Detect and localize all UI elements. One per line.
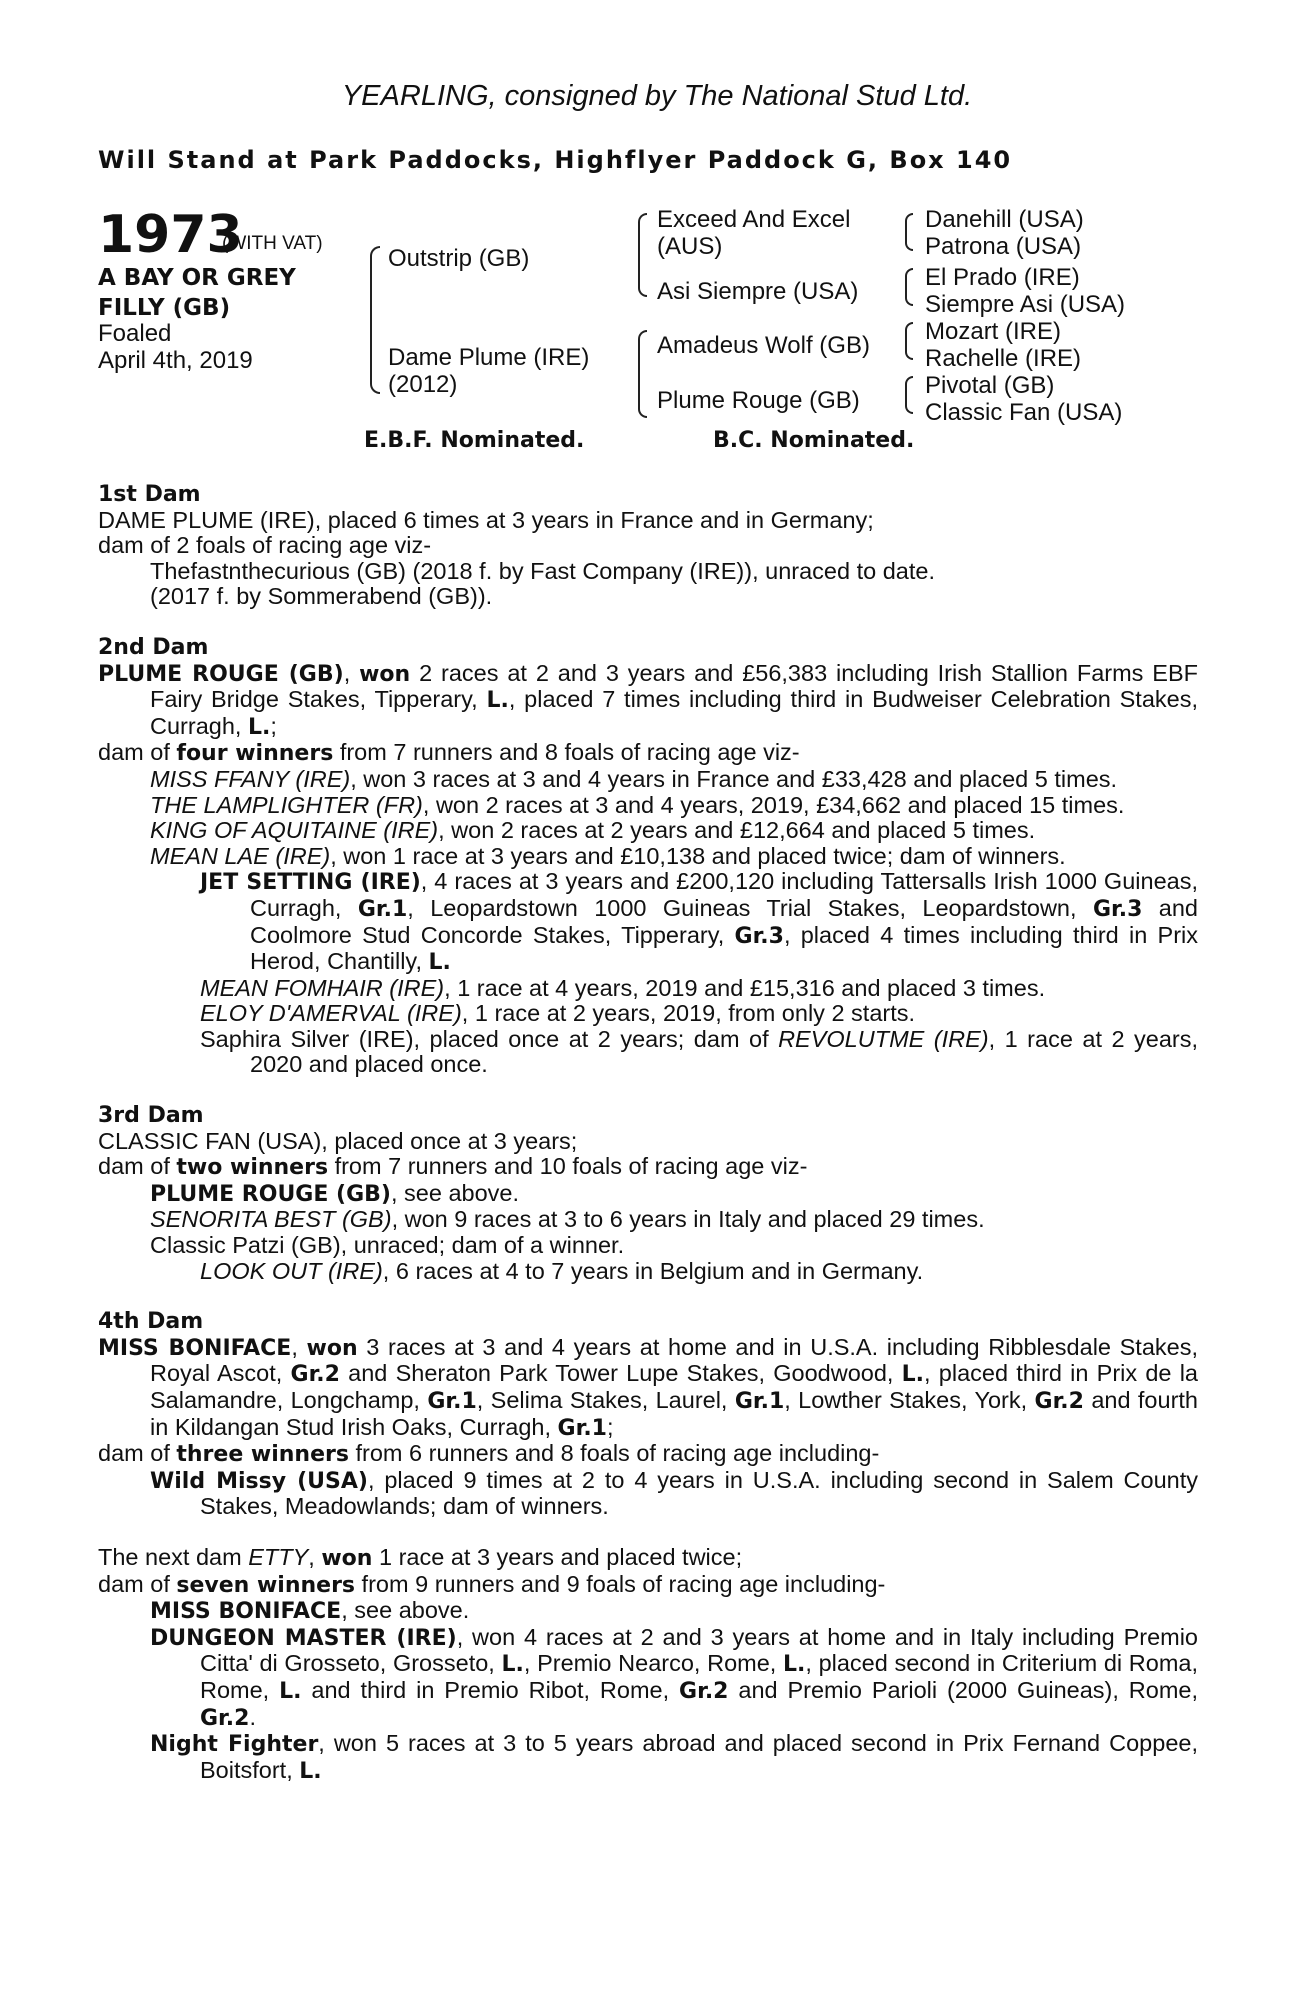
fourth-dam-heading: 4th Dam <box>98 1309 204 1335</box>
second-dam-offspring-4: MEAN LAE (IRE), won 1 race at 3 years and £10,138 and placed twice; dam of winners. <box>150 842 1066 869</box>
fourth-dam-record: MISS BONIFACE, won 3 races at 3 and 4 years at home and in U.S.A. including Ribblesdale Stakes, Royal Ascot, Gr.2 and Sheraton Park Tower Lupe Stakes, Goodwood, L., placed third in Prix de la Salamandre, Longchamp, Gr.1, Selima Stakes, Laurel, Gr.1, Lowther Stakes, York, Gr.2 and fourth in Kildangan Stud Irish Oaks, Curragh, Gr.1; <box>98 1333 1199 1441</box>
stand-location: Will Stand at Park Paddocks, Highflyer Paddock G, Box 140 <box>98 146 1013 174</box>
lot-number: 1973 <box>98 205 243 265</box>
second-dam-offspring-1: MISS FFANY (IRE), won 3 races at 3 and 4 years in France and £33,428 and placed 5 times. <box>150 765 1118 792</box>
sire-dam: Asi Siempre (USA) <box>657 278 859 305</box>
granddam-1: Patrona (USA) <box>925 233 1082 260</box>
brace-g3 <box>905 322 913 360</box>
lot-description <box>98 263 296 323</box>
second-dam-heading: 2nd Dam <box>98 634 209 660</box>
sire-sire-origin: (AUS) <box>657 233 723 260</box>
grand-offspring-3: ELOY D'AMERVAL (IRE), 1 race at 2 years, 2019, from only 2 starts. <box>200 1000 916 1027</box>
granddam-3: Rachelle (IRE) <box>925 345 1082 372</box>
granddam-4: Classic Fan (USA) <box>925 399 1123 426</box>
fourth-dam-produce: dam of three winners from 6 runners and 8 foals of racing age including- <box>98 1440 880 1468</box>
dam: Dame Plume (IRE) <box>388 344 590 371</box>
third-dam-produce: dam of two winners from 7 runners and 10 foals of racing age viz- <box>98 1153 808 1181</box>
sire-parents-brace <box>638 213 647 297</box>
sire: Outstrip (GB) <box>388 245 530 272</box>
second-dam-offspring-2: THE LAMPLIGHTER (FR), won 2 races at 3 and 4 years, 2019, £34,662 and placed 15 times. <box>150 791 1125 818</box>
third-dam-heading: 3rd Dam <box>98 1103 204 1129</box>
brace-g2 <box>905 268 913 306</box>
next-dam-produce: dam of seven winners from 9 runners and 9 foals of racing age including- <box>98 1570 886 1598</box>
ebf-nominated: E.B.F. Nominated. <box>364 428 585 453</box>
next-dam-record: The next dam ETTY, won 1 race at 3 years and placed twice; <box>98 1543 743 1571</box>
first-dam-foal-2: (2017 f. by Sommerabend (GB)). <box>150 583 493 610</box>
first-dam-produce: dam of 2 foals of racing age viz- <box>98 532 432 559</box>
grand-offspring-4: Saphira Silver (IRE), placed once at 2 years; dam of REVOLUTME (IRE), 1 race at 2 years, 2020 and placed once. <box>200 1025 1198 1078</box>
grand-offspring-1: JET SETTING (IRE), 4 races at 3 years and £200,120 including Tattersalls Irish 1000 Guineas, Curragh, Gr.1, Leopardstown 1000 Guineas Trial Stakes, Leopardstown, Gr.3 and Coolmore Stud Concorde Stakes, Tipperary, Gr.3, placed 4 times including third in Prix Herod, Chantilly, L. <box>200 868 1198 976</box>
grandsire-2: El Prado (IRE) <box>925 264 1080 291</box>
bc-nominated: B.C. Nominated. <box>713 428 915 453</box>
granddam-2: Siempre Asi (USA) <box>925 291 1126 318</box>
fourth-dam-offspring-1: Wild Missy (USA), placed 9 times at 2 to 4 years in U.S.A. including second in Salem County Stakes, Meadowlands; dam of winners. <box>150 1466 1199 1520</box>
next-dam-offspring-3: Night Fighter, won 5 races at 3 to 5 years abroad and placed second in Prix Fernand Coppee, Boitsfort, L. <box>150 1730 1198 1784</box>
grand-offspring-2: MEAN FOMHAIR (IRE), 1 race at 4 years, 2019 and £15,316 and placed 3 times. <box>200 974 1046 1001</box>
foaled-date: April 4th, 2019 <box>98 347 253 374</box>
dam-sire: Amadeus Wolf (GB) <box>657 332 870 359</box>
brace-g4 <box>905 376 913 414</box>
third-dam-grand-offspring: LOOK OUT (IRE), 6 races at 4 to 7 years in Belgium and in Germany. <box>200 1257 924 1284</box>
third-dam-offspring-1: PLUME ROUGE (GB), see above. <box>150 1179 520 1207</box>
next-dam-offspring-2: DUNGEON MASTER (IRE), won 4 races at 2 and 3 years at home and in Italy including Premio Citta' di Grosseto, Grosseto, L., Premio Nearco, Rome, L., placed second in Criterium di Roma, Rome, L. and third in Premio Ribot, Rome, Gr.2 and Premio Parioli (2000 Guineas), Rome, Gr.2. <box>150 1623 1199 1731</box>
sex-line-2: FILLY (GB) <box>98 295 231 321</box>
catalogue-body <box>98 482 1198 1784</box>
first-dam-heading: 1st Dam <box>98 482 201 507</box>
third-dam-offspring-3: Classic Patzi (GB), unraced; dam of a winner. <box>150 1232 625 1259</box>
third-dam-line: CLASSIC FAN (USA), placed once at 3 years; <box>98 1127 578 1154</box>
second-dam-record: PLUME ROUGE (GB), won 2 races at 2 and 3 years and £56,383 including Irish Stallion Farms EBF Fairy Bridge Stakes, Tipperary, L., placed 7 times including third in Budweiser Celebration Stakes, Curragh, L.; <box>98 659 1198 740</box>
grandsire-3: Mozart (IRE) <box>925 318 1062 345</box>
vat-note: (WITH VAT) <box>222 233 323 254</box>
second-dam-offspring-3: KING OF AQUITAINE (IRE), won 2 races at 2 years and £12,664 and placed 5 times. <box>150 817 1036 844</box>
grandsire-4: Pivotal (GB) <box>925 372 1055 399</box>
sex-line-1: A BAY OR GREY <box>98 265 296 291</box>
first-dam-line: DAME PLUME (IRE), placed 6 times at 3 years in France and in Germany; <box>98 506 874 533</box>
first-dam-foal-1: Thefastnthecurious (GB) (2018 f. by Fast Company (IRE)), unraced to date. <box>150 557 935 584</box>
sire-dam-brace <box>370 246 380 394</box>
catalogue-line: YEARLING, consigned by The National Stud Ltd. <box>341 80 973 112</box>
third-dam-offspring-2: SENORITA BEST (GB), won 9 races at 3 to 6 years in Italy and placed 29 times. <box>150 1206 985 1233</box>
next-dam-offspring-1: MISS BONIFACE, see above. <box>150 1597 470 1625</box>
dam-year: (2012) <box>388 371 458 398</box>
second-dam-produce: dam of four winners from 7 runners and 8 foals of racing age viz- <box>98 739 800 767</box>
grandsire-1: Danehill (USA) <box>925 206 1084 233</box>
brace-g1 <box>905 213 913 251</box>
foaled-label: Foaled <box>98 320 172 347</box>
dam-dam: Plume Rouge (GB) <box>657 387 860 414</box>
sire-sire: Exceed And Excel <box>657 206 851 233</box>
dam-parents-brace <box>638 330 647 418</box>
